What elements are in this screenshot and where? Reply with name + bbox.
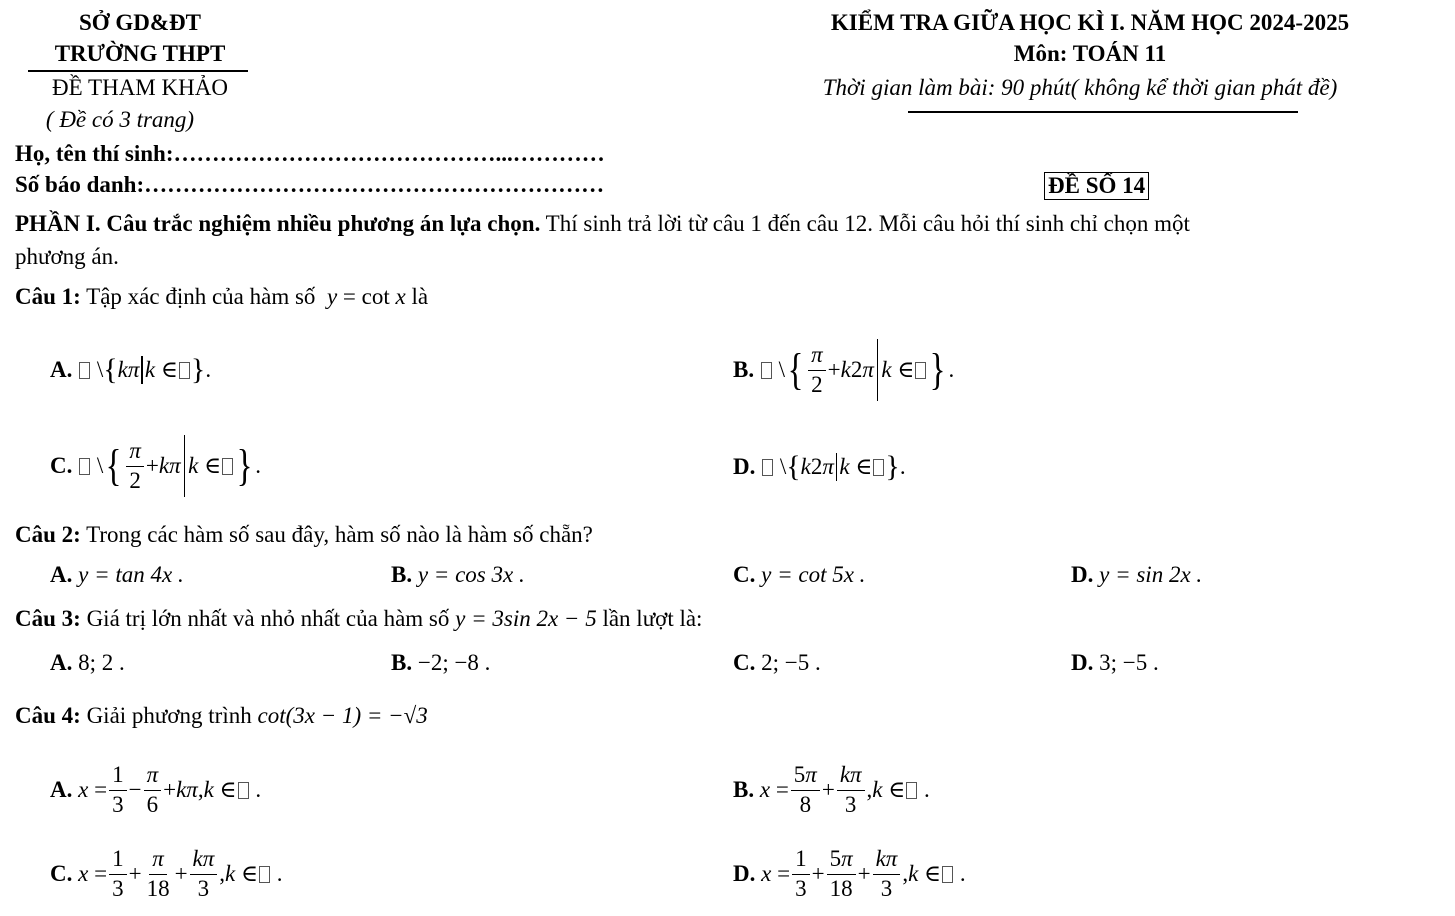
q1-option-d[interactable]: D. \ { k 2 π k ∈ } .: [733, 450, 906, 483]
integers-symbol: [179, 362, 190, 379]
option-label: C.: [50, 861, 73, 886]
school-underline: [28, 70, 248, 72]
question-math: y = 3sin 2x − 5: [455, 606, 597, 631]
integers-symbol: [906, 782, 917, 799]
reals-symbol: [79, 362, 90, 379]
option-label: A.: [50, 357, 73, 382]
integers-symbol: [873, 459, 884, 476]
dept-name: SỞ GD&ĐT: [78, 10, 202, 35]
q2-option-d[interactable]: [1071, 562, 1202, 588]
option-math: 2; −5 .: [761, 650, 821, 675]
question-tail: là: [405, 284, 429, 309]
page-count: ( Đề có 3 trang): [45, 107, 195, 132]
option-label: A.: [50, 562, 73, 587]
option-label: D.: [733, 454, 756, 479]
option-label: D.: [733, 861, 756, 886]
part1-line1: [15, 211, 1190, 237]
q4-option-a[interactable]: A. x = $\frac{1}{3}$ − $\frac{\pi}{6}$ + kπ , k ∈ .: [50, 762, 262, 817]
question-2: [15, 522, 593, 548]
question-4: [15, 703, 428, 729]
q2-option-b[interactable]: [391, 562, 525, 588]
student-id-line: [15, 172, 604, 198]
option-label: D.: [1071, 562, 1094, 587]
q4-option-c[interactable]: C. x = $\frac{1}{3}$ + $\frac{\pi}{18}$ + $\frac{k\pi}{3}$ , k ∈ .: [50, 846, 283, 901]
option-math: 8; 2 .: [78, 650, 125, 675]
option-label: D.: [1071, 650, 1094, 675]
question-math: cot(3x − 1) = −√3: [257, 703, 428, 728]
reals-symbol: [762, 459, 773, 476]
name-label: Họ, tên thí sinh:: [15, 141, 174, 166]
option-label: A.: [50, 650, 73, 675]
integers-symbol: [238, 782, 249, 799]
id-label: Số báo danh:: [15, 172, 145, 197]
subject: Môn: TOÁN 11: [1013, 41, 1167, 66]
student-name-line: [15, 141, 605, 167]
q3-option-c[interactable]: [733, 650, 821, 676]
option-label: C.: [50, 453, 73, 478]
q1-option-b[interactable]: B. \ { $\frac{\pi}{2}$ + k 2 π k ∈ } .: [733, 334, 954, 406]
time-allowed: Thời gian làm bài: 90 phút( không kể thời gian phát đề): [822, 75, 1338, 100]
option-math: y = sin 2x .: [1099, 562, 1203, 587]
option-math: y = cot 5x .: [761, 562, 866, 587]
question-text: Giải phương trình: [80, 703, 258, 728]
integers-symbol: [222, 458, 233, 475]
integers-symbol: [259, 866, 270, 883]
question-3: [15, 606, 702, 632]
option-label: C.: [733, 650, 756, 675]
name-dots: ……………………………………...…………: [173, 141, 605, 166]
q4-option-d[interactable]: D. x = $\frac{1}{3}$ + $\frac{5\pi}{18}$ + $\frac{k\pi}{3}$ , k ∈ .: [733, 846, 966, 901]
question-label: Câu 4:: [15, 703, 81, 728]
integers-symbol: [915, 362, 926, 379]
question-text: Tập xác định của hàm số: [80, 284, 322, 309]
option-math: −2; −8 .: [417, 650, 491, 675]
exam-code-box: ĐỀ SỐ 14: [1044, 172, 1149, 200]
q2-option-a[interactable]: [50, 562, 184, 588]
q3-option-b[interactable]: [391, 650, 490, 676]
option-label: A.: [50, 777, 73, 802]
school-name: TRƯỜNG THPT: [54, 41, 226, 66]
part1-line2: phương án.: [15, 244, 119, 269]
q3-option-a[interactable]: [50, 650, 125, 676]
question-text: Giá trị lớn nhất và nhỏ nhất của hàm số: [80, 606, 456, 631]
reals-symbol: [761, 362, 772, 379]
option-math: y = cos 3x .: [417, 562, 525, 587]
id-dots: ……………………………………………………: [144, 172, 605, 197]
option-math: y = tan 4x .: [78, 562, 184, 587]
integers-symbol: [942, 866, 953, 883]
reals-symbol: [79, 458, 90, 475]
option-label: B.: [391, 562, 413, 587]
exam-type: ĐỀ THAM KHẢO: [52, 75, 228, 100]
exam-title: KIỂM TRA GIỮA HỌC KÌ I. NĂM HỌC 2024-2025: [830, 10, 1350, 35]
option-math: 3; −5 .: [1099, 650, 1159, 675]
option-label: B.: [733, 357, 755, 382]
question-label: Câu 1:: [15, 284, 81, 309]
q2-option-c[interactable]: [733, 562, 865, 588]
question-text: Trong các hàm số sau đây, hàm số nào là hàm số chẵn?: [80, 522, 593, 547]
part1-instruction: Thí sinh trả lời từ câu 1 đến câu 12. Mỗi câu hỏi thí sinh chỉ chọn một: [540, 211, 1190, 236]
question-label: Câu 3:: [15, 606, 81, 631]
part1-title: PHẦN I. Câu trắc nghiệm nhiều phương án lựa chọn.: [15, 211, 541, 236]
q1-option-c[interactable]: C. \ { $\frac{\pi}{2}$ + kπ k ∈ } .: [50, 430, 261, 502]
q3-option-d[interactable]: [1071, 650, 1159, 676]
question-label: Câu 2:: [15, 522, 81, 547]
q1-option-a[interactable]: A. \ { kπ k ∈ } .: [50, 353, 212, 386]
option-label: B.: [733, 777, 755, 802]
question-math: y = cot x: [326, 284, 406, 309]
question-tail: lần lượt là:: [596, 606, 703, 631]
option-label: B.: [391, 650, 413, 675]
option-label: C.: [733, 562, 756, 587]
question-1: [15, 284, 428, 310]
q4-option-b[interactable]: B. x = $\frac{5\pi}{8}$ + $\frac{k\pi}{3}$ , k ∈ .: [733, 762, 930, 817]
header-underline: [908, 111, 1298, 113]
